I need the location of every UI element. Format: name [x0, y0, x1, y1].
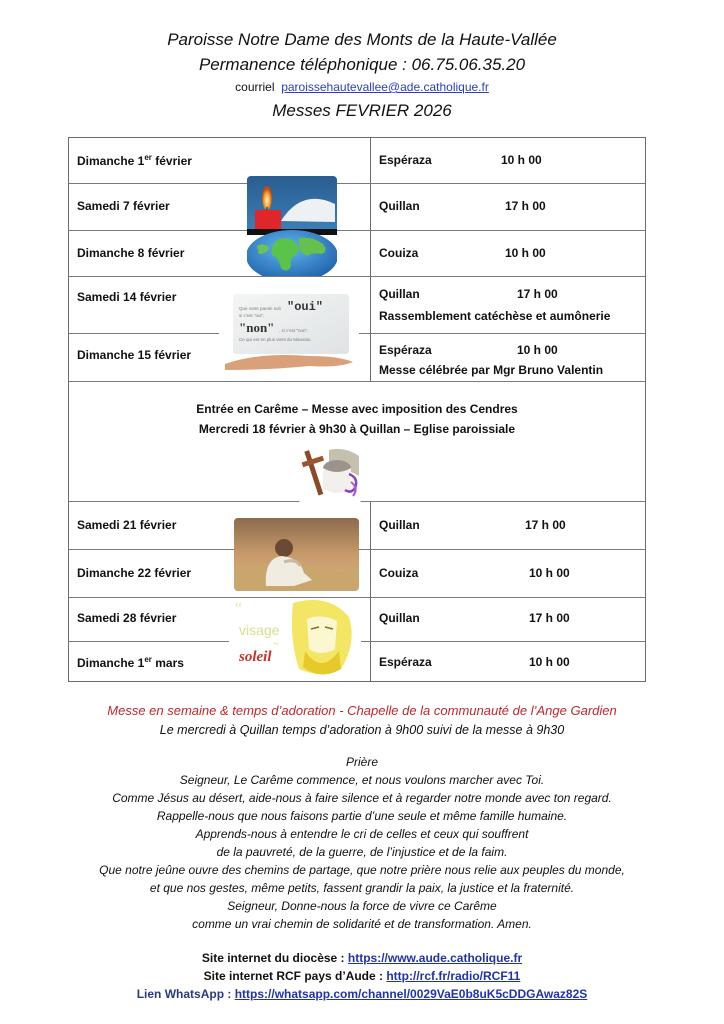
time-text: 10 h 00	[529, 566, 570, 580]
table-row	[69, 183, 645, 230]
svg-text:~: ~	[273, 639, 279, 650]
date-text: Dimanche 15 février	[77, 348, 192, 362]
whatsapp-label: Lien WhatsApp :	[136, 987, 235, 1001]
whatsapp-link[interactable]: https://whatsapp.com/channel/0029VaE0b8uK5cDDGAwaz82S	[234, 987, 588, 1001]
visage-word: visage	[239, 622, 280, 638]
quote-text-d: Ce qui est en plus vient du Mauvais.	[239, 337, 312, 342]
prayer-line: et que nos gestes, même petits, fassent grandir la paix, la justice et la fraternité.	[149, 881, 575, 895]
place-text: Espéraza	[379, 655, 432, 669]
prayer-line: Comme Jésus au désert, aide-nous à faire silence et à regarder notre monde avec ton regard.	[112, 791, 612, 805]
time-text: 10 h 00	[501, 153, 542, 167]
visage-soleil-image	[229, 599, 361, 679]
oui-non-quote-image	[219, 290, 359, 372]
place-text: Couiza	[379, 566, 419, 580]
time-text: 10 h 00	[505, 246, 546, 260]
place-cell	[371, 184, 645, 230]
prayer-line: comme un vrai chemin de solidarité et de transformation. Amen.	[192, 917, 532, 931]
date-text: Samedi 7 février	[77, 199, 170, 213]
place-cell	[371, 598, 645, 641]
careme-line-1: Entrée en Carême – Messe avec imposition des Cendres	[196, 402, 518, 416]
cross-ashes-image	[299, 444, 361, 504]
place-cell	[371, 334, 645, 381]
prayer-line: Seigneur, Donne-nous la force de vivre ce Carême	[227, 899, 497, 913]
place-text: Quillan	[379, 287, 420, 301]
date-text: Dimanche 22 février	[77, 566, 192, 580]
candle-salt-globe-picture	[247, 176, 337, 276]
svg-text:“: “	[235, 600, 243, 617]
quote-text-a: Que votre parole soit	[239, 306, 281, 311]
date-text: Dimanche 8 février	[77, 246, 185, 260]
note-text: Messe célébrée par Mgr Bruno Valentin	[379, 363, 604, 377]
place-cell	[371, 231, 645, 276]
prayer-line: Que notre jeûne ouvre des chemins de partage, que notre prière nous relie aux peuples du monde,	[99, 863, 625, 877]
time-text: 17 h 00	[525, 518, 566, 532]
prayer-line: Seigneur, Le Carême commence, et nous voulons marcher avec Toi.	[179, 773, 545, 787]
place-text: Quillan	[379, 199, 420, 213]
oui-word: "oui"	[287, 300, 324, 314]
quote-text-b: si c'est "oui",	[239, 313, 265, 318]
desert-prayer-picture	[234, 518, 359, 591]
place-cell	[371, 550, 645, 597]
note-text: Rassemblement catéchèse et aumônerie	[379, 309, 611, 323]
candle-salt-globe-image	[247, 176, 337, 276]
time-text: 17 h 00	[529, 611, 570, 625]
time-text: 17 h 00	[505, 199, 546, 213]
visage-soleil-picture	[229, 599, 361, 679]
page-subtitle: Messes FEVRIER 2026	[272, 101, 452, 120]
prayer-line: Apprends-nous à entendre le cri de celles et ceux qui souffrent	[195, 827, 529, 841]
date-text: Samedi 21 février	[77, 518, 177, 532]
date-text: Dimanche 1er février	[77, 153, 192, 168]
date-text: Samedi 28 février	[77, 611, 177, 625]
diocese-label: Site internet du diocèse :	[201, 951, 348, 965]
diocese-link[interactable]: https://www.aude.catholique.fr	[347, 951, 523, 965]
rcf-label: Site internet RCF pays d’Aude :	[203, 969, 387, 983]
email-label: courriel	[235, 80, 275, 94]
place-cell	[371, 277, 645, 333]
place-text: Quillan	[379, 611, 420, 625]
weekday-mass-title: Messe en semaine & temps d’adoration - Chapelle de la communauté de l’Ange Gardien	[107, 703, 617, 718]
oui-non-picture	[219, 290, 359, 372]
diocese-link-line	[0, 951, 724, 965]
phone-line: Permanence téléphonique : 06.75.06.35.20	[198, 55, 526, 74]
place-text: Espéraza	[379, 153, 432, 167]
prayer-line: de la pauvreté, de la guerre, de l’injustice et de la faim.	[216, 845, 508, 859]
weekday-mass-detail: Le mercredi à Quillan temps d’adoration à 9h00 suivi de la messe à 9h30	[159, 723, 565, 737]
soleil-word: soleil	[239, 649, 272, 665]
quote-text-c: , si c'est "non".	[279, 328, 309, 333]
non-word: "non"	[239, 320, 275, 335]
prayer-line: Rappelle-nous que nous faisons partie d’une seule et même famille humaine.	[156, 809, 568, 823]
parish-title: Paroisse Notre Dame des Monts de la Haute-Vallée	[167, 30, 557, 49]
table-row	[69, 138, 645, 183]
whatsapp-link-line	[0, 987, 724, 1001]
time-text: 10 h 00	[517, 343, 558, 357]
place-cell	[371, 138, 645, 183]
place-text: Espéraza	[379, 343, 432, 357]
mass-schedule-table	[68, 137, 646, 682]
place-cell	[371, 502, 645, 549]
email-link[interactable]: paroissehautevallee@ade.catholique.fr	[281, 80, 489, 94]
prayer-title: Prière	[345, 755, 378, 769]
email-line	[0, 80, 724, 94]
desert-prayer-image	[234, 518, 359, 591]
time-text: 17 h 00	[517, 287, 558, 301]
careme-line-2: Mercredi 18 février à 9h30 à Quillan – Eglise paroissiale	[198, 422, 516, 436]
rcf-link[interactable]: http://rcf.fr/radio/RCF11	[386, 969, 521, 983]
rcf-link-line	[0, 969, 724, 983]
place-text: Quillan	[379, 518, 420, 532]
date-text: Samedi 14 février	[77, 290, 177, 304]
table-row	[69, 230, 645, 276]
place-text: Couiza	[379, 246, 419, 260]
cross-ashes-picture	[299, 444, 361, 504]
date-text: Dimanche 1er mars	[77, 655, 184, 670]
place-cell	[371, 642, 645, 681]
time-text: 10 h 00	[529, 655, 570, 669]
